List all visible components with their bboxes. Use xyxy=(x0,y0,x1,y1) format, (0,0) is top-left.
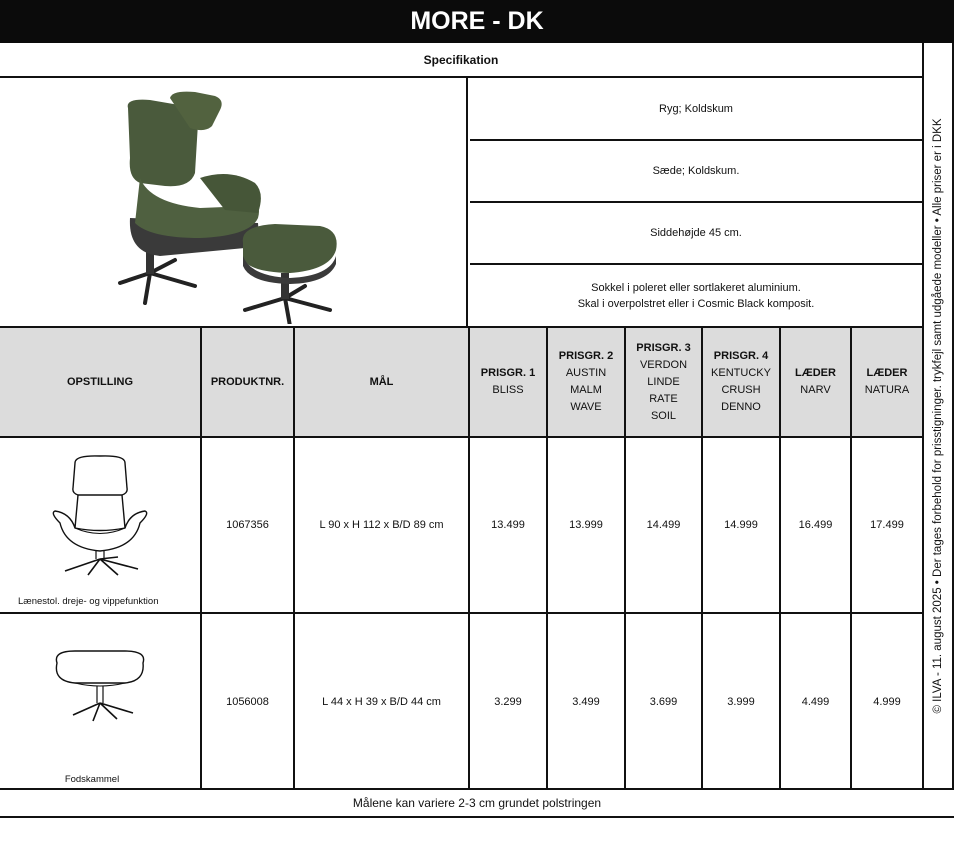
product-photo-cell xyxy=(0,78,468,326)
ottoman-photo xyxy=(243,224,337,324)
header-maal: MÅL xyxy=(295,328,470,436)
disclaimer-text: © ILVA - 11. august 2025 • Der tages forbehold for prisstigninger. trykfejl samt udgåede modeller • Alle priser er i DKK xyxy=(932,117,944,714)
document-title: MORE - DK xyxy=(0,0,954,43)
table-row xyxy=(0,438,922,614)
header-laeder-narv: LÆDER NARV xyxy=(781,328,852,436)
product-number: 1067356 xyxy=(202,438,295,612)
price-prisgr-2: 3.499 xyxy=(548,614,626,790)
spec-seat-height xyxy=(470,203,922,265)
header-prisgr-2: PRISGR. 2 AUSTIN MALM WAVE xyxy=(548,328,626,436)
armchair-drawing xyxy=(30,453,170,583)
price-laeder-narv: 16.499 xyxy=(781,438,852,612)
price-laeder-narv: 4.499 xyxy=(781,614,852,790)
dimensions: L 90 x H 112 x B/D 89 cm xyxy=(295,438,470,612)
spec-seat xyxy=(470,141,922,203)
header-produktnr: PRODUKTNR. xyxy=(202,328,295,436)
price-prisgr-3: 3.699 xyxy=(626,614,703,790)
table-row xyxy=(0,614,922,790)
price-prisgr-2: 13.999 xyxy=(548,438,626,612)
spec-back xyxy=(470,78,922,141)
spec-base-line-2: Skal i overpolstret eller i Cosmic Black komposit. xyxy=(577,297,815,310)
price-prisgr-3: 14.499 xyxy=(626,438,703,612)
price-prisgr-1: 3.299 xyxy=(470,614,548,790)
header-opstilling: OPSTILLING xyxy=(0,328,202,436)
chair-photo xyxy=(0,78,466,324)
spec-base xyxy=(470,265,922,326)
dimensions: L 44 x H 39 x B/D 44 cm xyxy=(295,614,470,790)
layout-cell xyxy=(0,614,202,790)
ottoman-drawing xyxy=(45,643,155,743)
layout-caption: Fodskammel xyxy=(64,774,120,785)
price-prisgr-4: 14.999 xyxy=(703,438,781,612)
layout-caption: Lænestol. dreje- og vippefunktion xyxy=(18,596,159,607)
price-prisgr-1: 13.499 xyxy=(470,438,548,612)
header-prisgr-4: PRISGR. 4 KENTUCKY CRUSH DENNO xyxy=(703,328,781,436)
price-laeder-natura: 17.499 xyxy=(870,518,904,531)
header-prisgr-3: PRISGR. 3 VERDON LINDE RATE SOIL xyxy=(626,328,703,436)
footer-note: Målene kan variere 2-3 cm grundet polstringen xyxy=(0,788,954,818)
price-table xyxy=(0,326,922,788)
spec-base-line-1: Sokkel i poleret eller sortlakeret aluminium. xyxy=(591,281,801,294)
spec-heading: Specifikation xyxy=(0,43,922,78)
spec-seat-text: Sæde; Koldskum. xyxy=(652,165,740,177)
spec-sheet xyxy=(0,43,922,788)
armchair-photo xyxy=(120,92,261,303)
layout-cell xyxy=(0,438,202,612)
spec-seat-height-text: Siddehøjde 45 cm. xyxy=(650,227,742,239)
price-laeder-natura: 4.999 xyxy=(873,695,901,708)
spec-back-text: Ryg; Koldskum xyxy=(659,102,733,115)
header-laeder-natura: LÆDER NATURA xyxy=(864,367,910,396)
header-prisgr-1: PRISGR. 1 BLISS xyxy=(470,328,548,436)
disclaimer-sidebar xyxy=(922,43,954,788)
table-header-row xyxy=(0,328,922,438)
product-number: 1056008 xyxy=(202,614,295,790)
price-prisgr-4: 3.999 xyxy=(703,614,781,790)
